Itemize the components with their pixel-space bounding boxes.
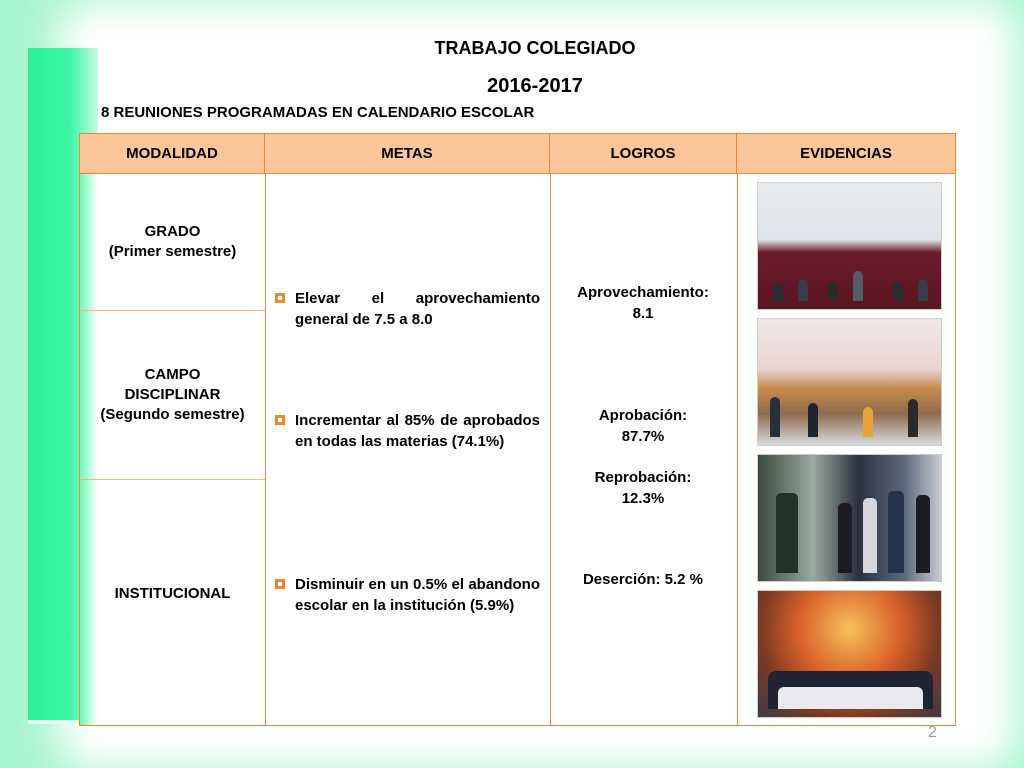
meta-item (275, 410, 540, 452)
evidence-photo-meeting (757, 182, 942, 310)
modalidad-line: (Segundo semestre) (100, 406, 245, 423)
modalidad-line: DISCIPLINAR (124, 386, 221, 403)
logro-desercion (550, 569, 736, 590)
meta-item (275, 574, 540, 616)
logro-value: 87.7% (621, 428, 665, 445)
evidence-photo-group (757, 590, 942, 718)
evidence-photo-students (757, 454, 942, 582)
photo-figures (768, 387, 931, 437)
photo-figure (863, 498, 877, 573)
photo-figure (773, 283, 783, 301)
photo-figure (893, 281, 903, 301)
photo-group-front-row (778, 687, 923, 709)
square-bullet-icon (275, 579, 285, 589)
logro-label: Aprovechamiento: (577, 284, 709, 301)
logro-label: Reprobación: (594, 469, 692, 486)
photo-figures (768, 652, 931, 709)
modalidad-line: GRADO (144, 223, 201, 240)
photo-figure (776, 493, 798, 573)
logro-reprobacion (550, 467, 736, 509)
square-bullet-icon (275, 415, 285, 425)
photo-figure (853, 271, 863, 301)
logro-value: 12.3% (621, 490, 665, 507)
meta-text: Disminuir en un 0.5% el abandono escolar en la institución (5.9%) (295, 576, 540, 614)
photo-figure (808, 403, 818, 437)
header-modalidad: MODALIDAD (80, 134, 265, 174)
modalidad-institucional (80, 480, 265, 708)
modalidad-grado (80, 174, 265, 310)
logro-label: Deserción: 5.2 % (582, 571, 704, 588)
meta-item (275, 288, 540, 330)
photo-figure (770, 397, 780, 437)
photo-figure (916, 495, 930, 573)
square-bullet-icon (275, 293, 285, 303)
evidence-photo-altar (757, 318, 942, 446)
photo-figure (838, 503, 852, 573)
photo-figure (798, 279, 808, 301)
page-number: 2 (928, 724, 937, 741)
photo-figures (768, 479, 931, 574)
meta-text: Elevar el aprovechamiento general de 7.5 a 8.0 (295, 290, 540, 328)
logro-aprovechamiento (550, 282, 736, 324)
page-title: TRABAJO COLEGIADO (434, 38, 636, 58)
modalidad-campo-disciplinar (80, 311, 265, 479)
logro-value: 8.1 (632, 305, 654, 322)
photo-figure (828, 281, 838, 301)
header-logros: LOGROS (550, 134, 737, 174)
photo-figures (768, 251, 931, 301)
photo-figure (918, 279, 928, 301)
modalidad-line: (Primer semestre) (108, 243, 237, 260)
modalidad-line: INSTITUCIONAL (114, 585, 231, 602)
page-subtitle: 8 REUNIONES PROGRAMADAS EN CALENDARIO ESCOLAR (101, 104, 535, 121)
column-divider (737, 174, 738, 725)
page-year: 2016-2017 (487, 75, 583, 97)
photo-figure (888, 491, 904, 573)
photo-figure (908, 399, 918, 437)
modalidad-line: CAMPO (144, 366, 201, 383)
photo-figure (863, 407, 873, 437)
header-metas: METAS (265, 134, 550, 174)
logro-aprobacion (550, 405, 736, 447)
column-divider (550, 174, 551, 725)
results-table (79, 133, 956, 726)
logro-label: Aprobación: (598, 407, 688, 424)
column-divider (265, 174, 266, 725)
header-evidencias: EVIDENCIAS (737, 134, 955, 174)
meta-text: Incrementar al 85% de aprobados en todas las materias (74.1%) (295, 412, 540, 450)
